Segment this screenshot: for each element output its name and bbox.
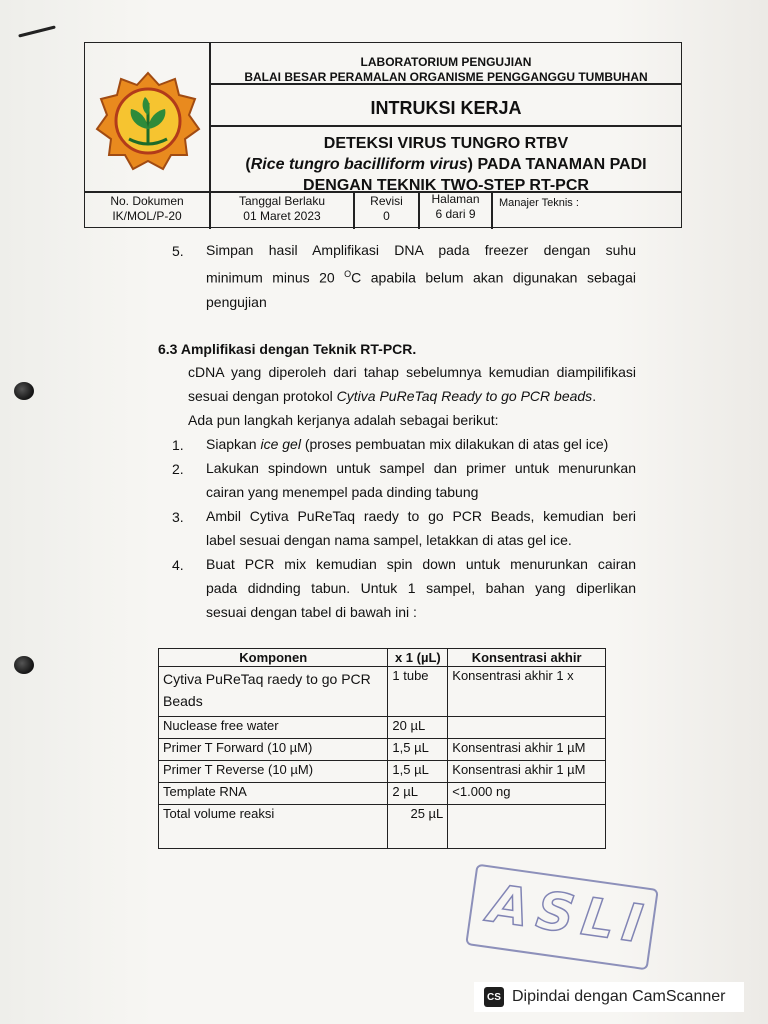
step-1-pre: Siapkan <box>206 436 261 452</box>
document-header <box>84 42 682 228</box>
intro-line-2-pre: sesuai dengan protokol <box>188 388 337 404</box>
header-konsentrasi: Konsentrasi akhir <box>448 649 606 667</box>
no-dokumen-label: No. Dokumen <box>110 194 184 208</box>
table-row <box>159 739 606 761</box>
step-5-number: 5. <box>172 243 184 259</box>
cell-volume: 2 µL <box>388 783 448 805</box>
institution-logo <box>93 69 203 179</box>
intro-line-2: sesuai dengan protokol Cytiva PuReTaq Ready to go PCR beads. <box>188 388 597 404</box>
tanggal-value: 01 Maret 2023 <box>243 209 321 223</box>
step-5-line-2-pre: minimum minus 20 <box>206 269 345 286</box>
camscanner-icon: CS <box>484 987 504 1007</box>
pcr-mix-table <box>158 648 606 849</box>
title-line-3: DENGAN TEKNIK TWO-STEP RT-PCR <box>303 177 589 194</box>
step-2-line-1: Lakukan spindown untuk sampel dan primer untuk menurunkan <box>206 460 636 476</box>
title-line-2: (Rice tungro bacilliform virus) PADA TANAMAN PADI <box>245 156 647 173</box>
halaman-label: Halaman <box>431 192 480 206</box>
section-heading-text: 6.3 Amplifikasi dengan Teknik RT-PCR <box>158 341 413 357</box>
stamp-text: ASLI <box>484 874 654 957</box>
lab-name: LABORATORIUM PENGUJIAN <box>360 55 532 69</box>
table-row <box>159 783 606 805</box>
cell-komponen: Primer T Forward (10 µM) <box>159 739 388 761</box>
lab-title <box>211 55 681 85</box>
punch-hole-top <box>14 382 34 400</box>
intro-protocol-name: Cytiva PuReTaq Ready to go PCR beads <box>336 388 593 404</box>
cell-konsentrasi <box>448 805 606 849</box>
header-komponen: Komponen <box>159 649 388 667</box>
revisi-label: Revisi <box>370 194 403 208</box>
section-heading: 6.3 Amplifikasi dengan Teknik RT-PCR. <box>158 341 417 357</box>
step-5-line-1: Simpan hasil Amplifikasi DNA pada freezer dengan suhu <box>206 242 636 258</box>
cell-konsentrasi: <1.000 ng <box>448 783 606 805</box>
instruction-title: INTRUKSI KERJA <box>370 98 522 118</box>
step-4-line-3: sesuai dengan tabel di bawah ini : <box>206 604 417 620</box>
step-5-text <box>206 238 636 314</box>
table-row <box>159 667 606 717</box>
step-1-post: (proses pembuatan mix dilakukan di atas gel ice) <box>300 436 609 452</box>
table-row <box>159 805 606 849</box>
punch-hole-bottom <box>14 656 34 674</box>
step-4-text <box>206 552 636 624</box>
step-5-line-2 <box>206 262 636 290</box>
step-5-line-2-post: C apabila belum akan digunakan sebagai <box>351 269 636 286</box>
step-1-italic: ice gel <box>260 436 301 452</box>
institution-name: BALAI BESAR PERAMALAN ORGANISME PENGGANGGU TUMBUHAN <box>244 70 648 84</box>
cell-volume: 1 tube <box>388 667 448 717</box>
cell-komponen: Cytiva PuReTaq raedy to go PCR Beads <box>159 667 388 717</box>
title-line-1: DETEKSI VIRUS TUNGRO RTBV <box>323 135 569 152</box>
step-3-line-1: Ambil Cytiva PuReTaq raedy to go PCR Beads, kemudian beri <box>206 508 636 524</box>
step-3-number: 3. <box>172 509 184 525</box>
step-4-line-1: Buat PCR mix kemudian spin down untuk menurunkan cairan <box>206 556 636 572</box>
cell-komponen: Total volume reaksi <box>159 805 388 849</box>
title-line-2-rest: PADA TANAMAN PADI <box>477 156 647 173</box>
cell-volume: 20 µL <box>388 717 448 739</box>
cell-komponen: Primer T Reverse (10 µM) <box>159 761 388 783</box>
table-row <box>159 761 606 783</box>
cell-konsentrasi: Konsentrasi akhir 1 µM <box>448 739 606 761</box>
manajer-teknis-label: Manajer Teknis : <box>499 197 579 209</box>
step-4-line-2: pada didnding tabun. Untuk 1 sampel, bahan yang diperlikan <box>206 580 636 596</box>
intro-line-3: Ada pun langkah kerjanya adalah sebagai berikut: <box>188 412 499 428</box>
tanggal-label: Tanggal Berlaku <box>238 194 326 208</box>
no-dokumen-cell <box>85 194 209 224</box>
intro-line-1: cDNA yang diperoleh dari tahap sebelumnya kemudian diampilifikasi <box>188 364 636 380</box>
step-3-text <box>206 504 636 552</box>
halaman-cell <box>420 192 491 222</box>
cell-konsentrasi: Konsentrasi akhir 1 µM <box>448 761 606 783</box>
cell-volume: 1,5 µL <box>388 761 448 783</box>
header-volume: x 1 (µL) <box>388 649 448 667</box>
step-2-line-2: cairan yang menempel pada dinding tabung <box>206 484 479 500</box>
halaman-value: 6 dari 9 <box>435 207 476 221</box>
step-3-line-2: label sesuai dengan nama sampel, letakkan di atas gel ice. <box>206 532 572 548</box>
cell-volume: 1,5 µL <box>388 739 448 761</box>
table-row <box>159 717 606 739</box>
revisi-cell <box>355 194 418 224</box>
step-4-number: 4. <box>172 557 184 573</box>
document-title <box>211 133 681 196</box>
degree-sup: O <box>344 269 352 279</box>
table-header-row <box>159 649 606 667</box>
step-1-number: 1. <box>172 437 184 453</box>
no-dokumen-value: IK/MOL/P-20 <box>112 209 182 223</box>
revisi-value: 0 <box>383 209 390 223</box>
cell-volume: 25 µL <box>388 805 448 849</box>
cell-komponen: Nuclease free water <box>159 717 388 739</box>
step-1-text <box>206 432 636 456</box>
step-5-line-3: pengujian <box>206 293 267 310</box>
step-2-number: 2. <box>172 461 184 477</box>
title-italic-virus: Rice tungro bacilliform virus <box>250 156 468 173</box>
camscanner-watermark <box>474 982 744 1012</box>
cell-konsentrasi <box>448 717 606 739</box>
tanggal-cell <box>211 194 353 224</box>
section-intro <box>188 360 636 432</box>
cell-komponen: Template RNA <box>159 783 388 805</box>
step-2-text <box>206 456 636 504</box>
cell-konsentrasi: Konsentrasi akhir 1 x <box>448 667 606 717</box>
camscanner-label: Dipindai dengan CamScanner <box>512 988 726 1005</box>
